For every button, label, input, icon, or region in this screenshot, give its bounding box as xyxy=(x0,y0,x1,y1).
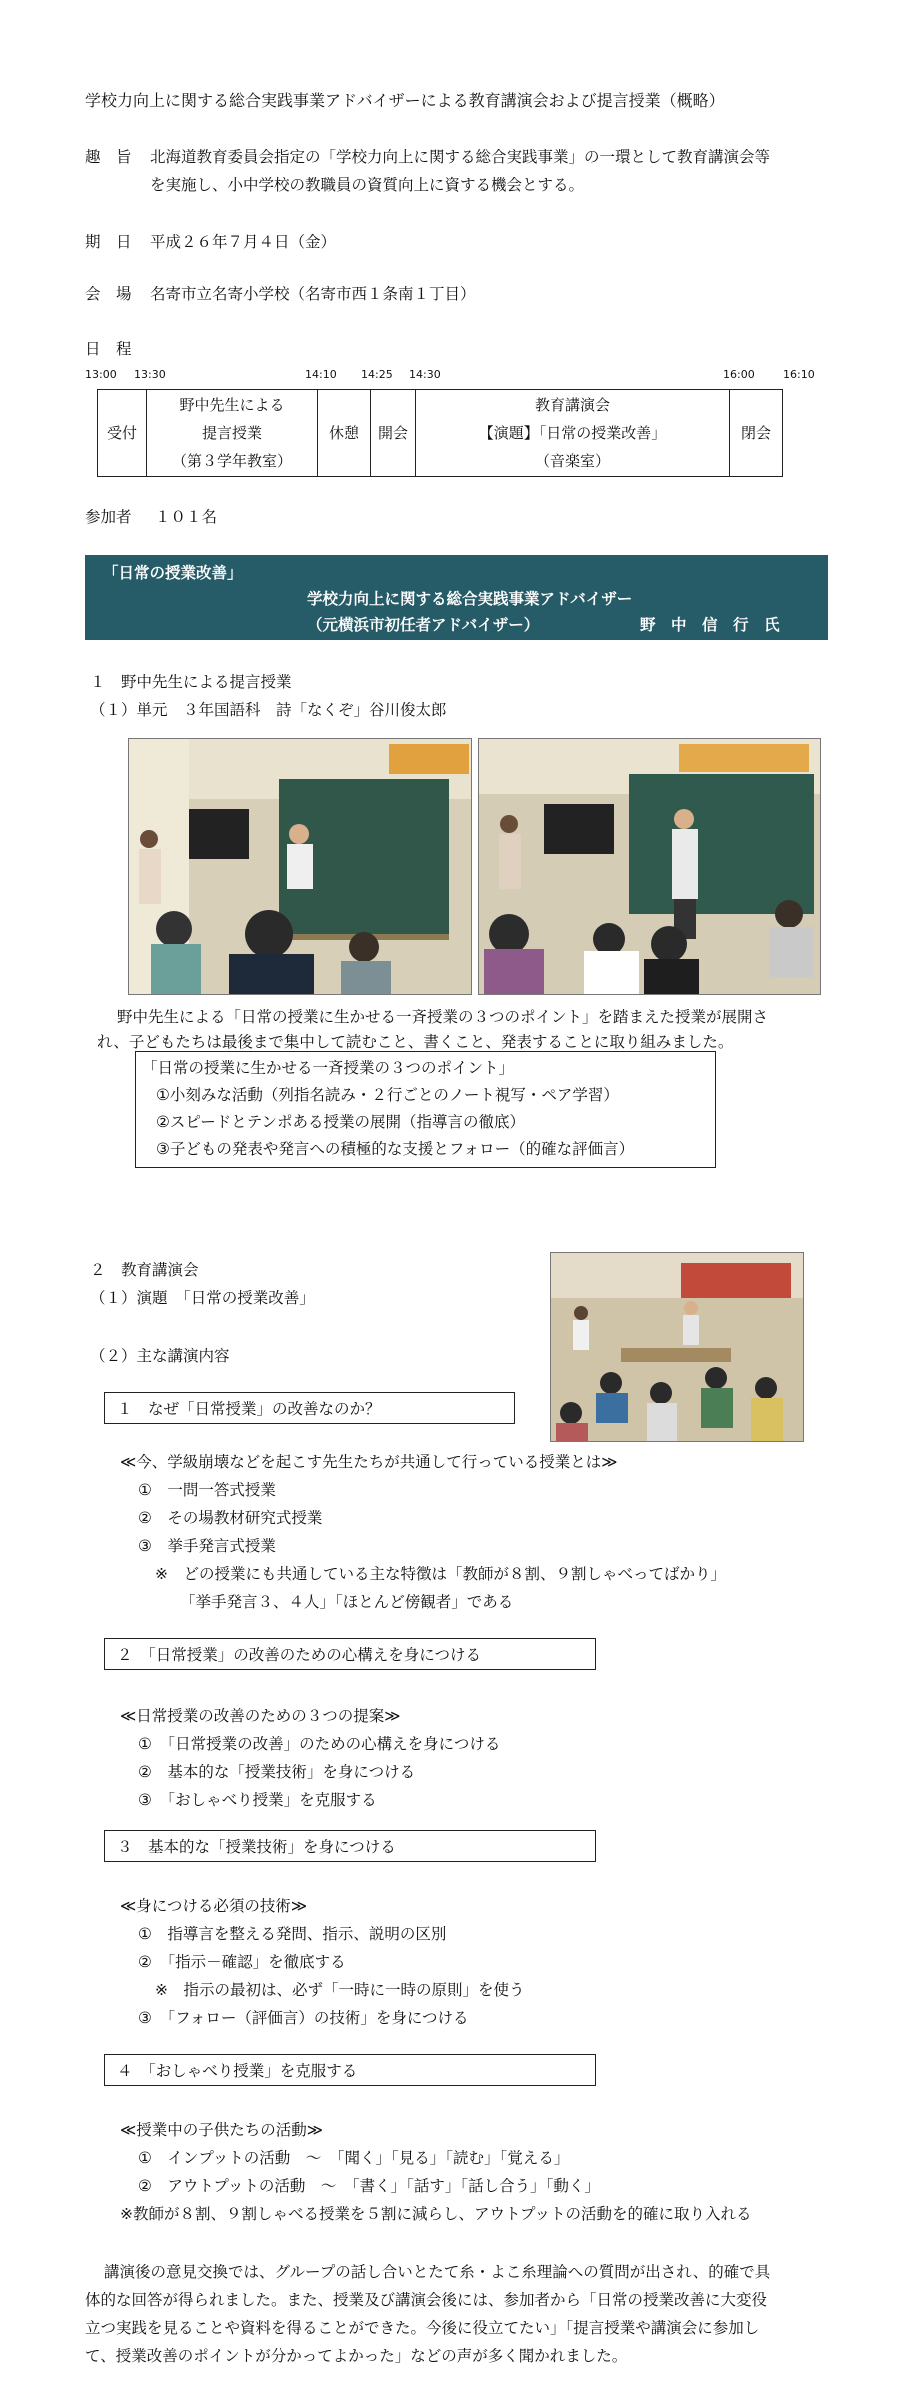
page-title: 学校力向上に関する総合実践事業アドバイザーによる教育講演会および提言授業（概略） xyxy=(85,91,725,110)
three-points-title: 「日常の授業に生かせる一斉授業の３つのポイント」 xyxy=(142,1059,515,1077)
schedule-lesson xyxy=(147,390,318,477)
time-1600: 16:00 xyxy=(723,368,755,381)
topic4-item-2: ② アウトプットの活動 ～ 「書く」「話す」「話し合う」「動く」 xyxy=(138,2177,600,2195)
three-points-box xyxy=(135,1051,716,1168)
time-1425: 14:25 xyxy=(361,368,393,381)
purpose-text-line1: 北海道教育委員会指定の「学校力向上に関する総合実践事業」の一環として教育講演会等 xyxy=(150,148,771,166)
time-1330: 13:30 xyxy=(134,368,166,381)
lecture-photo xyxy=(550,1252,804,1442)
topic2-item-2: ② 基本的な「授業技術」を身につける xyxy=(138,1763,416,1781)
schedule-lecture-line1: 教育講演会 xyxy=(534,396,610,414)
topic1-item-2: ② その場教材研究式授業 xyxy=(138,1509,323,1527)
point-3: ③子どもの発表や発言への積極的な支援とフォロー（的確な評価言） xyxy=(156,1140,635,1158)
topic1-note-line2: 「挙手発言３、４人」「ほとんど傍観者」である xyxy=(180,1593,514,1611)
banner-topic: 「日常の授業改善」 xyxy=(103,564,243,582)
topic4-title: ４ 「おしゃべり授業」を克服する xyxy=(117,2062,358,2080)
section2-heading: ２ 教育講演会 xyxy=(90,1261,199,1279)
schedule-table xyxy=(97,389,783,477)
closing-line-1: 講演後の意見交換では、グループの話し合いとたて糸・よこ糸理論への質問が出され、的確で具 xyxy=(104,2263,771,2281)
schedule-lecture-line2: 【演題】「日常の授業改善」 xyxy=(478,424,667,442)
section2-title-line: （１）演題 「日常の授業改善」 xyxy=(90,1289,315,1307)
schedule-break: 休憩 xyxy=(318,390,371,477)
topic3-lead: ≪身につける必須の技術≫ xyxy=(120,1897,308,1915)
time-1410: 14:10 xyxy=(305,368,337,381)
time-1300: 13:00 xyxy=(85,368,117,381)
closing-line-2: 体的な回答が得られました。また、授業及び講演会後には、参加者から「日常の授業改善に大変役 xyxy=(85,2291,768,2309)
topic4-note: ※教師が８割、９割しゃべる授業を５割に減らし、アウトプットの活動を的確に取り入れる xyxy=(120,2205,752,2223)
topic3-item-1: ① 指導言を整える発問、指示、説明の区別 xyxy=(138,1925,447,1943)
closing-line-4: て、授業改善のポイントが分かってよかった」などの声が多く聞かれました。 xyxy=(85,2347,628,2365)
venue-value: 名寄市立名寄小学校（名寄市西１条南１丁目） xyxy=(150,285,476,303)
topic1-note-line1: ※ どの授業にも共通している主な特徴は「教師が８割、９割しゃべってばかり」 xyxy=(155,1565,726,1583)
section1-para-line2: れ、子どもたちは最後まで集中して読むこと、書くこと、発表することに取り組みました。 xyxy=(97,1033,734,1051)
classroom-photo-1 xyxy=(128,738,472,995)
banner-affiliation: （元横浜市初任者アドバイザー） xyxy=(307,616,540,634)
schedule-lecture-line3: （音楽室） xyxy=(534,452,610,470)
date-value: 平成２６年７月４日（金） xyxy=(150,233,337,251)
closing-line-3: 立つ実践を見ることや資料を得ることができた。今後に役立てたい」「提言授業や講演会に参加し xyxy=(85,2319,760,2337)
topic2-box xyxy=(104,1638,596,1670)
schedule-lecture xyxy=(416,390,730,477)
participants-label: 参加者 xyxy=(85,508,132,526)
topic1-title: １ なぜ「日常授業」の改善なのか？ xyxy=(117,1400,381,1418)
topic1-item-1: ① 一問一答式授業 xyxy=(138,1481,276,1499)
topic3-title: ３ 基本的な「授業技術」を身につける xyxy=(117,1838,396,1856)
topic3-note: ※ 指示の最初は、必ず「一時に一時の原則」を使う xyxy=(155,1981,525,1999)
topic2-item-1: ① 「日常授業の改善」のための心構えを身につける xyxy=(138,1735,501,1753)
topic4-item-1: ① インプットの活動 ～ 「聞く」「見る」「読む」「覚える」 xyxy=(138,2149,570,2167)
point-2: ②スピードとテンポある授業の展開（指導言の徹底） xyxy=(156,1113,526,1131)
section1-heading: １ 野中先生による提言授業 xyxy=(90,673,292,691)
purpose-label: 趣 旨 xyxy=(85,148,132,166)
topic3-item-3: ③ 「フォロー（評価言）の技術」を身につける xyxy=(138,2009,469,2027)
point-1: ①小刻みな活動（列指名読み・２行ごとのノート視写・ペア学習） xyxy=(156,1086,619,1104)
schedule-lesson-line3: （第３学年教室） xyxy=(171,452,292,470)
schedule-opening: 開会 xyxy=(371,390,416,477)
topic3-box xyxy=(104,1830,596,1862)
topic4-box xyxy=(104,2054,596,2086)
banner-name: 野 中 信 行 氏 xyxy=(640,616,780,634)
section1-para-line1: 野中先生による「日常の授業に生かせる一斉授業の３つのポイント」を踏まえた授業が展開さ xyxy=(117,1008,769,1026)
schedule-closing: 閉会 xyxy=(730,390,783,477)
topic3-item-2: ② 「指示－確認」を徹底する xyxy=(138,1953,346,1971)
section1-unit: （１）単元 ３年国語科 詩「なくぞ」谷川俊太郎 xyxy=(90,701,447,719)
schedule-lesson-line2: 提言授業 xyxy=(201,424,262,442)
topic1-item-3: ③ 挙手発言式授業 xyxy=(138,1537,276,1555)
topic4-lead: ≪授業中の子供たちの活動≫ xyxy=(120,2121,323,2139)
schedule-lesson-line1: 野中先生による xyxy=(179,396,285,414)
time-1610: 16:10 xyxy=(783,368,815,381)
schedule-label: 日 程 xyxy=(85,340,132,358)
section2-content-heading: （２）主な講演内容 xyxy=(90,1347,230,1365)
date-label: 期 日 xyxy=(85,233,132,251)
classroom-photo-2 xyxy=(478,738,821,995)
topic1-lead: ≪今、学級崩壊などを起こす先生たちが共通して行っている授業とは≫ xyxy=(120,1453,618,1471)
topic2-lead: ≪日常授業の改善のための３つの提案≫ xyxy=(120,1707,401,1725)
participants-value: １０１名 xyxy=(155,508,218,526)
topic2-item-3: ③ 「おしゃべり授業」を克服する xyxy=(138,1791,377,1809)
venue-label: 会 場 xyxy=(85,285,132,303)
banner-role: 学校力向上に関する総合実践事業アドバイザー xyxy=(307,590,633,608)
lecturer-banner xyxy=(85,555,828,640)
time-1430: 14:30 xyxy=(409,368,441,381)
purpose-text-line2: を実施し、小中学校の教職員の資質向上に資する機会とする。 xyxy=(150,176,585,194)
topic2-title: ２ 「日常授業」の改善のための心構えを身につける xyxy=(117,1646,481,1664)
topic1-box xyxy=(104,1392,515,1424)
schedule-reception: 受付 xyxy=(98,390,147,477)
